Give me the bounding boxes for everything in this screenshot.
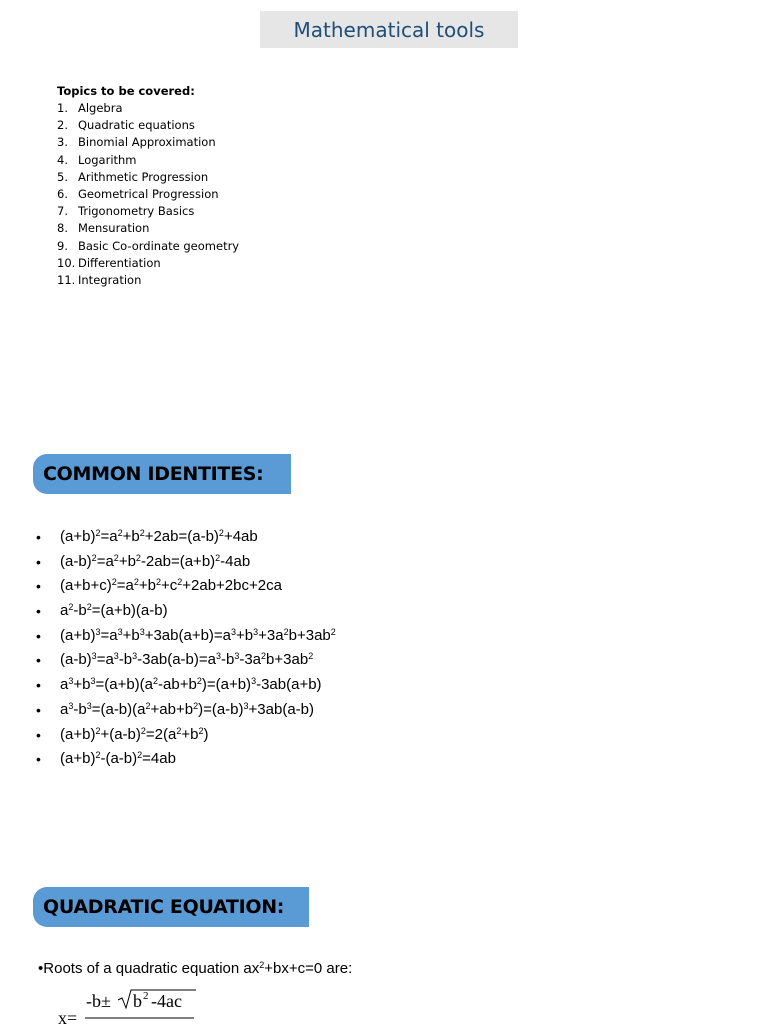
quadratic-equation-heading: QUADRATIC EQUATION: bbox=[43, 896, 285, 918]
bullet-icon: • bbox=[36, 578, 41, 595]
identity-formula: $a^3-b^3=(a-b)(a^2+ab+b^2)=(a-b)^3+3ab(a-b)$ bbox=[60, 700, 314, 718]
formula-numerator-prefix: -b± bbox=[86, 991, 111, 1011]
topic-item bbox=[57, 186, 239, 203]
topic-label: Binomial Approximation bbox=[78, 135, 216, 150]
topic-number: 11. bbox=[57, 272, 76, 287]
topic-item bbox=[57, 134, 239, 151]
topic-item bbox=[57, 203, 239, 220]
topics-list bbox=[57, 83, 239, 289]
roots-bullet: • bbox=[38, 960, 44, 977]
identity-formula: $(a+b)^2=a^2+b^2+2ab=(a-b)^2+4ab$ bbox=[60, 528, 258, 545]
topic-label: Algebra bbox=[78, 101, 123, 115]
identity-item bbox=[36, 648, 336, 673]
topic-label: Integration bbox=[78, 272, 142, 287]
identity-item bbox=[36, 673, 336, 698]
bullet-icon: • bbox=[36, 677, 41, 694]
formula-radicand-exponent: 2 bbox=[143, 990, 149, 1002]
topic-item bbox=[57, 220, 239, 237]
topic-label: Differentiation bbox=[78, 255, 161, 270]
bullet-icon: • bbox=[36, 652, 41, 669]
topic-item bbox=[57, 169, 239, 186]
topic-number: 5. bbox=[57, 169, 68, 184]
topic-label: Basic Co-ordinate geometry bbox=[78, 238, 240, 253]
quadratic-equation-banner bbox=[33, 887, 309, 927]
topic-item bbox=[57, 272, 239, 289]
roots-statement bbox=[38, 960, 352, 977]
topic-item bbox=[57, 238, 239, 255]
topic-label: Logarithm bbox=[78, 152, 137, 167]
common-identities-banner bbox=[33, 454, 291, 494]
identity-item bbox=[36, 723, 336, 748]
identity-item bbox=[36, 599, 336, 624]
topic-number: 9. bbox=[57, 238, 68, 253]
topic-number: 3. bbox=[57, 135, 68, 150]
identity-formula: $(a+b+c)^2=a^2+b^2+c^2+2ab+2bc+2ca$ bbox=[60, 577, 282, 595]
page-title: Mathematical tools bbox=[293, 17, 485, 42]
topic-label: Trigonometry Basics bbox=[78, 204, 195, 219]
bullet-icon: • bbox=[36, 603, 41, 620]
identities-list bbox=[36, 525, 336, 772]
identity-formula: $(a-b)^3=a^3-b^3-3ab(a-b)=a^3-b^3-3a^2b+3ab^2$ bbox=[60, 651, 314, 669]
identity-formula: $(a+b)^2+(a-b)^2=2(a^2+b^2)$ bbox=[60, 725, 209, 743]
topic-number: 7. bbox=[57, 204, 68, 219]
topic-item bbox=[57, 152, 239, 169]
identity-formula: $(a+b)^2-(a-b)^2=4ab$ bbox=[60, 750, 176, 768]
topic-number: 6. bbox=[57, 186, 68, 201]
title-box bbox=[260, 11, 518, 48]
bullet-icon: • bbox=[36, 553, 41, 570]
bullet-icon: • bbox=[36, 529, 41, 545]
identity-item bbox=[36, 525, 336, 550]
bullet-icon: • bbox=[36, 627, 41, 644]
formula-radicand: b bbox=[133, 991, 142, 1011]
topic-item bbox=[57, 255, 239, 272]
identity-item bbox=[36, 574, 336, 599]
quadratic-formula bbox=[58, 988, 208, 1024]
identity-formula: $(a-b)^2=a^2+b^2-2ab=(a+b)^2-4ab$ bbox=[60, 552, 251, 570]
topic-number: 1. bbox=[57, 101, 68, 115]
roots-text: Roots of a quadratic equation $ax^2+bx+c=0$ are: bbox=[43, 960, 353, 977]
identity-formula: $a^2-b^2=(a+b)(a-b)$ bbox=[60, 602, 168, 620]
topic-label: Mensuration bbox=[78, 221, 150, 236]
topic-number: 2. bbox=[57, 118, 68, 133]
topic-item bbox=[57, 117, 239, 134]
topic-label: Quadratic equations bbox=[78, 118, 195, 133]
formula-radicand-suffix: -4ac bbox=[151, 991, 182, 1011]
topic-label: Arithmetic Progression bbox=[78, 169, 209, 184]
bullet-icon: • bbox=[36, 751, 41, 768]
formula-lhs: x= bbox=[58, 1008, 78, 1024]
topic-item bbox=[57, 100, 239, 117]
identity-item bbox=[36, 698, 336, 723]
topic-items bbox=[57, 100, 239, 289]
common-identities-heading: COMMON IDENTITES: bbox=[43, 463, 264, 485]
bullet-icon: • bbox=[36, 701, 41, 718]
topic-number: 4. bbox=[57, 152, 68, 167]
identity-item bbox=[36, 624, 336, 649]
topics-heading: Topics to be covered: bbox=[57, 84, 195, 98]
topic-number: 10. bbox=[57, 255, 76, 270]
topic-label: Geometrical Progression bbox=[78, 186, 219, 201]
identity-item bbox=[36, 747, 336, 772]
identity-item bbox=[36, 550, 336, 575]
topic-number: 8. bbox=[57, 221, 68, 236]
bullet-icon: • bbox=[36, 726, 41, 743]
identity-formula: $(a+b)^3=a^3+b^3+3ab(a+b)=a^3+b^3+3a^2b+3ab^2$ bbox=[60, 626, 336, 644]
identity-formula: $a^3+b^3=(a+b)(a^2-ab+b^2)=(a+b)^3-3ab(a+b)$ bbox=[60, 676, 322, 694]
